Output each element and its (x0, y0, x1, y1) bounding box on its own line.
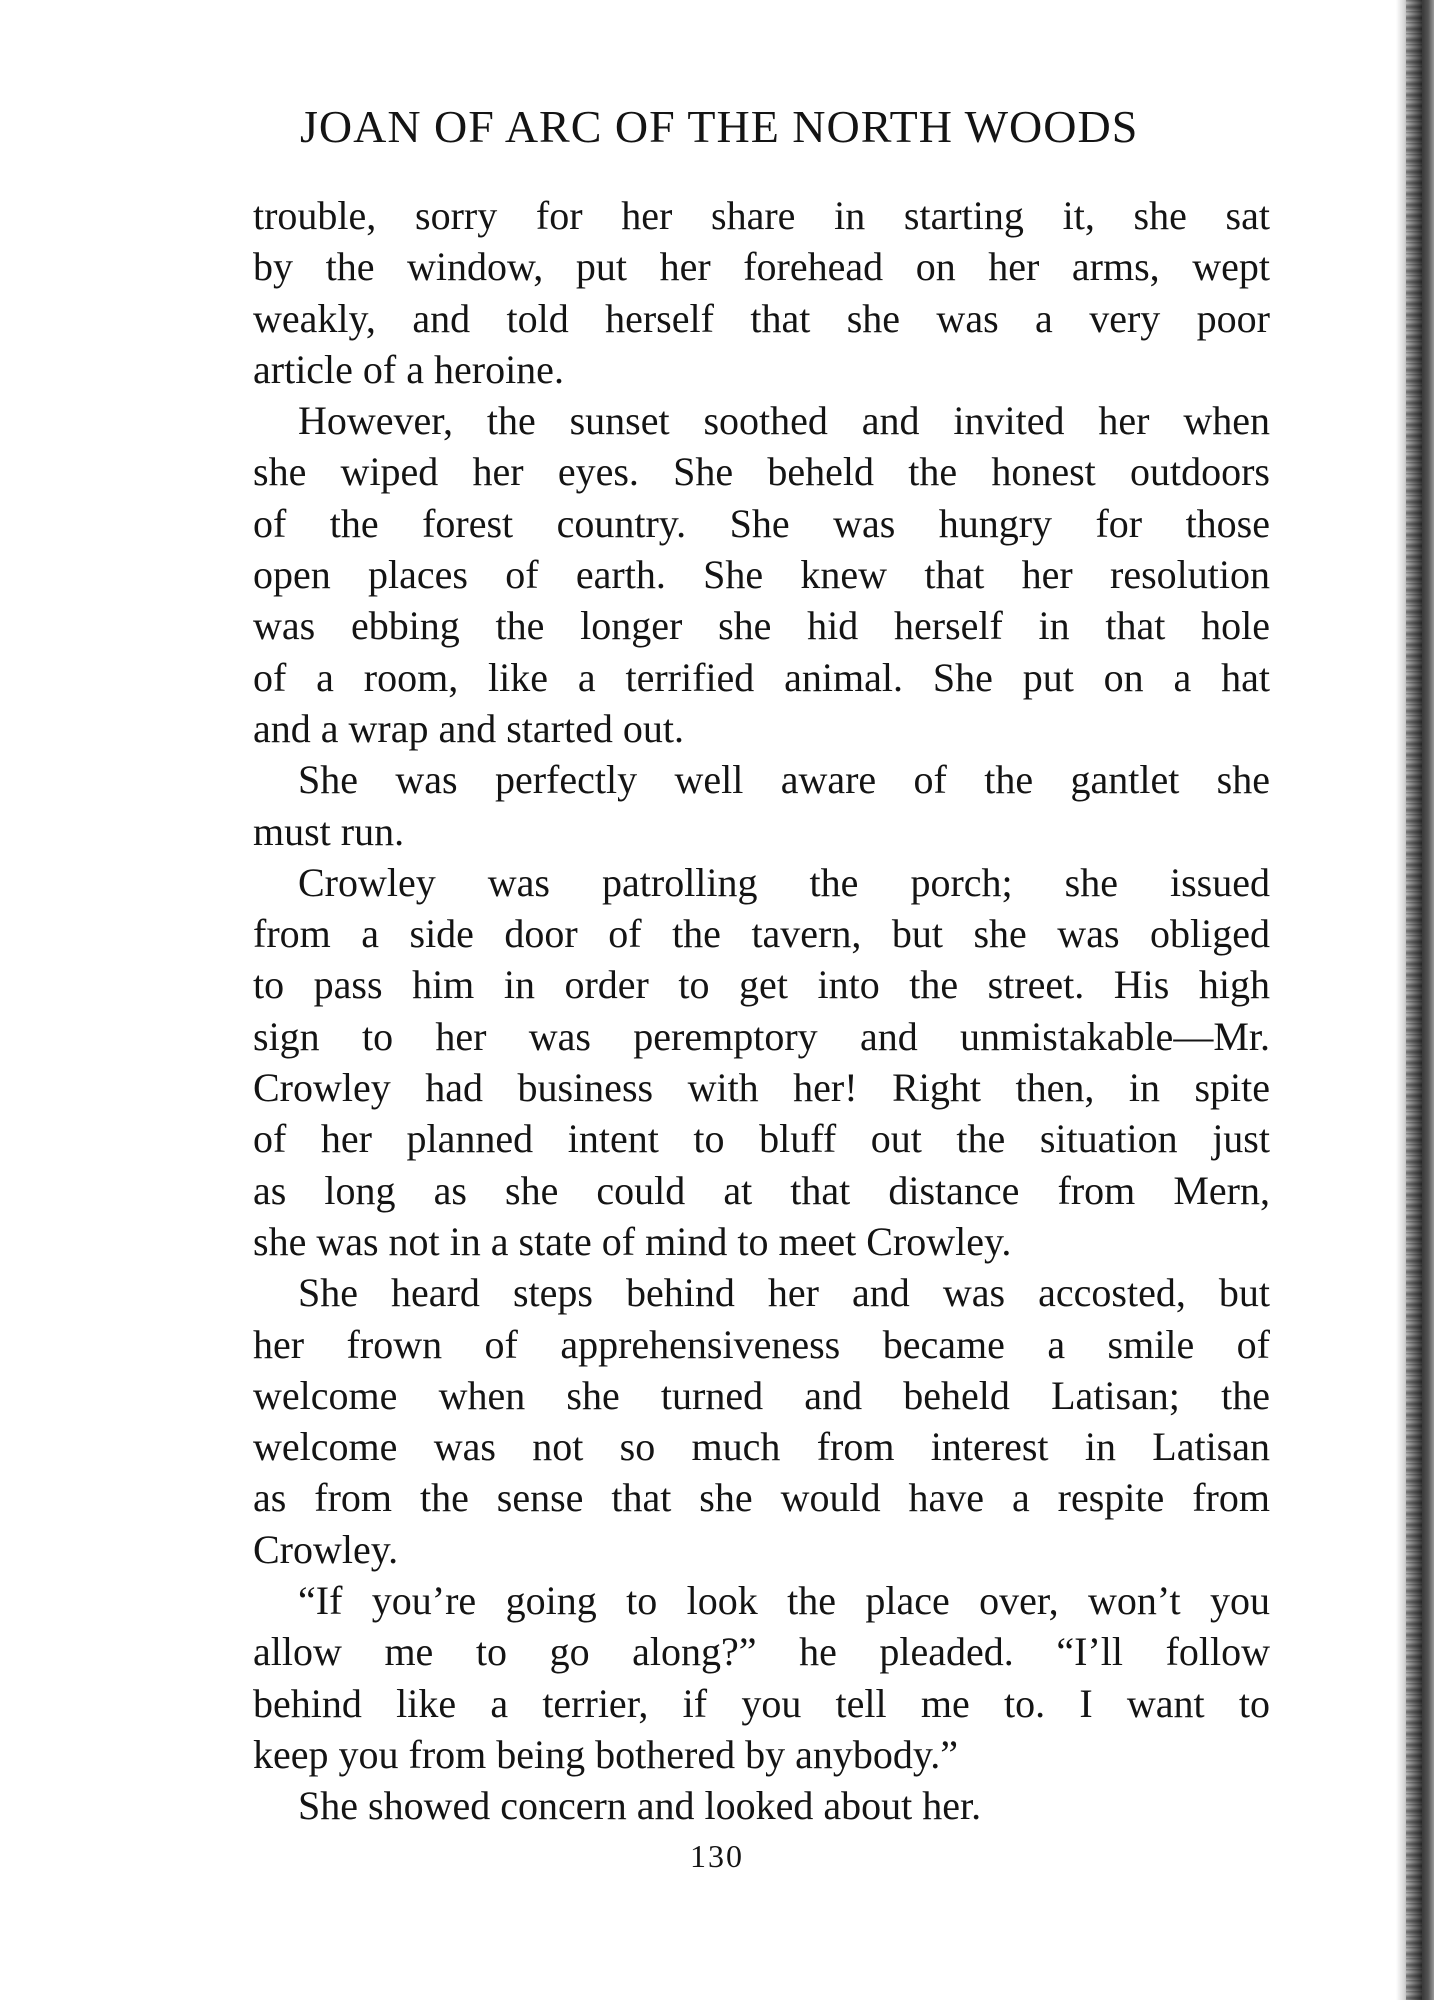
text-line: of a room, like a terrified animal. She put on a hat (253, 654, 1270, 700)
text-line: weakly, and told herself that she was a very poor (253, 295, 1270, 341)
text-line: was ebbing the longer she hid herself in that hole (253, 603, 1270, 649)
text-line: she wiped her eyes. She beheld the honest outdoors (253, 449, 1270, 495)
text-line: article of a heroine. (253, 346, 564, 392)
text-line: trouble, sorry for her share in starting it, she sat (253, 193, 1270, 238)
text-line: and a wrap and started out. (253, 705, 684, 751)
text-line: sign to her was peremptory and unmistakable—Mr. (253, 1013, 1270, 1059)
text-line: of her planned intent to bluff out the situation just (253, 1116, 1270, 1162)
text-line: behind like a terrier, if you tell me to. I want to (253, 1680, 1270, 1726)
text-line: She showed concern and looked about her. (298, 1783, 982, 1829)
text-line: allow me to go along?” he pleaded. “I’ll follow (253, 1629, 1270, 1675)
page-binding-edge (1396, 0, 1434, 2000)
text-line: “If you’re going to look the place over, won’t you (298, 1578, 1270, 1624)
text-line: She heard steps behind her and was accosted, but (298, 1270, 1270, 1316)
text-line: keep you from being bothered by anybody.” (253, 1731, 958, 1777)
text-line: as long as she could at that distance from Mern, (253, 1167, 1270, 1213)
text-line: Crowley. (253, 1526, 399, 1572)
running-header: JOAN OF ARC OF THE NORTH WOODS (300, 101, 1139, 152)
text-line: she was not in a state of mind to meet Crowley. (253, 1218, 1012, 1264)
text-line: must run. (253, 808, 405, 854)
text-line: to pass him in order to get into the street. His high (253, 962, 1270, 1008)
text-line: She was perfectly well aware of the gantlet she (298, 757, 1270, 803)
text-line: of the forest country. She was hungry for those (253, 500, 1270, 546)
text-line: from a side door of the tavern, but she was obliged (253, 911, 1270, 957)
text-line: Crowley had business with her! Right then, in spite (253, 1065, 1270, 1111)
text-line: as from the sense that she would have a respite from (253, 1475, 1270, 1521)
text-line: However, the sunset soothed and invited her when (298, 398, 1270, 444)
text-line: welcome when she turned and beheld Latisan; the (253, 1372, 1270, 1418)
text-line: welcome was not so much from interest in Latisan (253, 1424, 1270, 1470)
page-number: 130 (690, 1838, 744, 1874)
text-line: by the window, put her forehead on her arms, wept (253, 244, 1270, 290)
text-line: Crowley was patrolling the porch; she issued (298, 859, 1270, 905)
text-line: her frown of apprehensiveness became a smile of (253, 1321, 1270, 1367)
body-text (253, 190, 1270, 1832)
text-line: open places of earth. She knew that her resolution (253, 552, 1270, 598)
